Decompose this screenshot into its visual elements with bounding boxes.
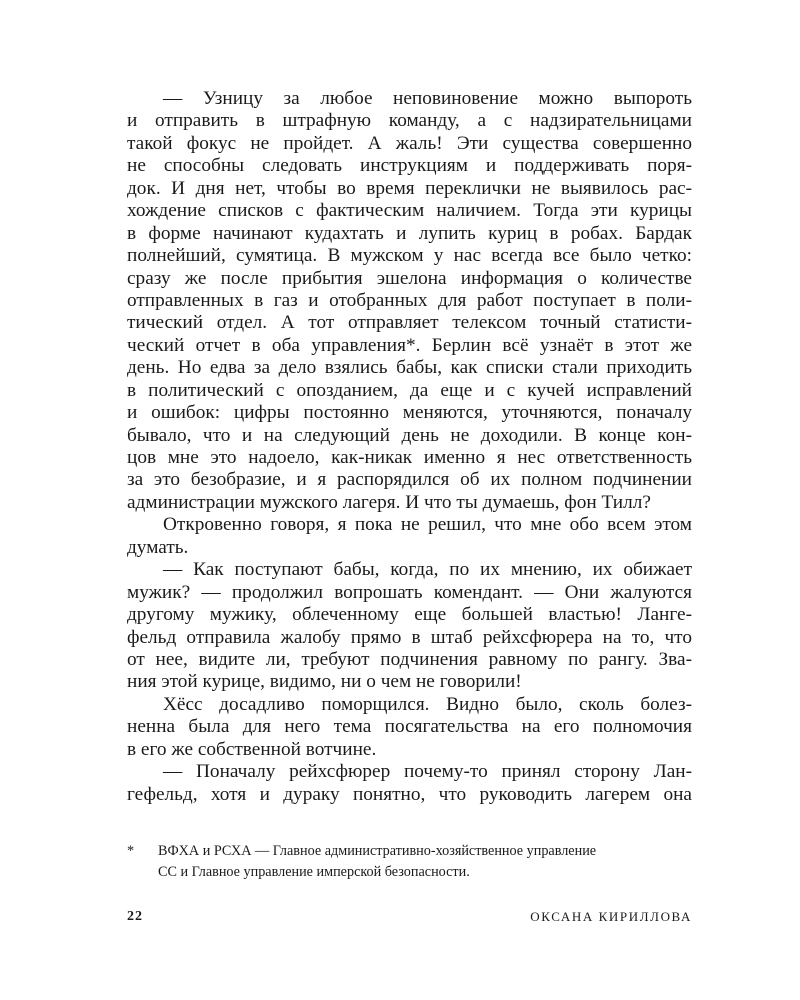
text-line: ния этой курице, видимо, ни о чем не говорили! (127, 671, 522, 693)
text-line: ческий отчет в оба управления*. Берлин всё узнаёт в этот же (127, 334, 692, 356)
text-line: ненна была для него тема посягательства на его полномочия (127, 716, 692, 738)
text-line: хождение списков с фактическим наличием. Тогда эти курицы (127, 200, 692, 222)
text-line: в его же собственной вотчине. (127, 738, 377, 760)
text-line: отправленных в газ и отобранных для работ поступает в поли- (127, 289, 692, 311)
text-line: мужик? — продолжил вопрошать комендант. — Они жалуются (127, 581, 692, 603)
text-line: не способны следовать инструкциям и поддерживать поря- (127, 155, 692, 177)
text-line: день. Но едва за дело взялись бабы, как списки стали приходить (127, 357, 692, 379)
text-line: Хёсс досадливо поморщился. Видно было, сколь болез- (163, 693, 692, 715)
text-line: и ошибок: цифры постоянно меняются, уточняются, поначалу (127, 402, 692, 424)
text-line: — Узницу за любое неповиновение можно выпороть (163, 88, 692, 109)
text-line: бывало, что и на следующий день не доходили. В конце кон- (127, 424, 692, 446)
footnote-row (127, 841, 692, 883)
text-line: гефельд, хотя и дураку понятно, что руководить лагерем она (127, 783, 692, 805)
text-line: такой фокус не пройдет. А жаль! Эти существа совершенно (127, 132, 692, 154)
body-text (127, 88, 692, 806)
text-line: и отправить в штрафную команду, а с надзирательницами (127, 110, 692, 132)
text-line: тический отдел. А тот отправляет телексом точный статисти- (127, 312, 692, 334)
text-line: в политический с опозданием, да еще и с кучей исправлений (127, 379, 692, 401)
text-line: думать. (127, 536, 189, 558)
text-line: — Поначалу рейхсфюрер почему-то принял сторону Лан- (163, 761, 692, 783)
text-line: сразу же после прибытия эшелона информация о количестве (127, 267, 692, 289)
text-line: другому мужику, облеченному еще большей властью! Ланге- (127, 604, 692, 626)
footnote-line: СС и Главное управление имперской безопасности. (158, 864, 470, 880)
text-line: в форме начинают кудахтать и лупить куриц в робах. Бардак (127, 222, 692, 244)
text-line: фельд отправила жалобу прямо в штаб рейхсфюрера на то, что (127, 626, 692, 648)
text-line: — Как поступают бабы, когда, по их мнению, их обижает (163, 559, 692, 581)
text-line: цов мне это надоело, как-никак именно я нес ответственность (127, 447, 692, 468)
footnote (127, 841, 692, 883)
page-number: 22 (127, 909, 143, 924)
page-footer (127, 909, 692, 929)
text-line: полнейший, сумятица. В мужском у нас всегда все было четко: (127, 245, 692, 267)
footnote-line: ВФХА и РСХА — Главное административно-хозяйственное управление (158, 843, 597, 859)
footnote-mark: * (127, 843, 135, 859)
text-line: Откровенно говоря, я пока не решил, что мне обо всем этом (163, 514, 692, 536)
running-head-author: ОКСАНА КИРИЛЛОВА (530, 909, 692, 924)
text-line: док. И дня нет, чтобы во время переклички не выявилось рас- (127, 177, 692, 199)
text-line: администрации мужского лагеря. И что ты думаешь, фон Тилл? (127, 491, 651, 513)
text-line: за это безобразие, и я распорядился об их полном подчинении (127, 469, 692, 491)
text-line: от нее, видите ли, требуют подчинения равному по рангу. Зва- (127, 648, 692, 670)
